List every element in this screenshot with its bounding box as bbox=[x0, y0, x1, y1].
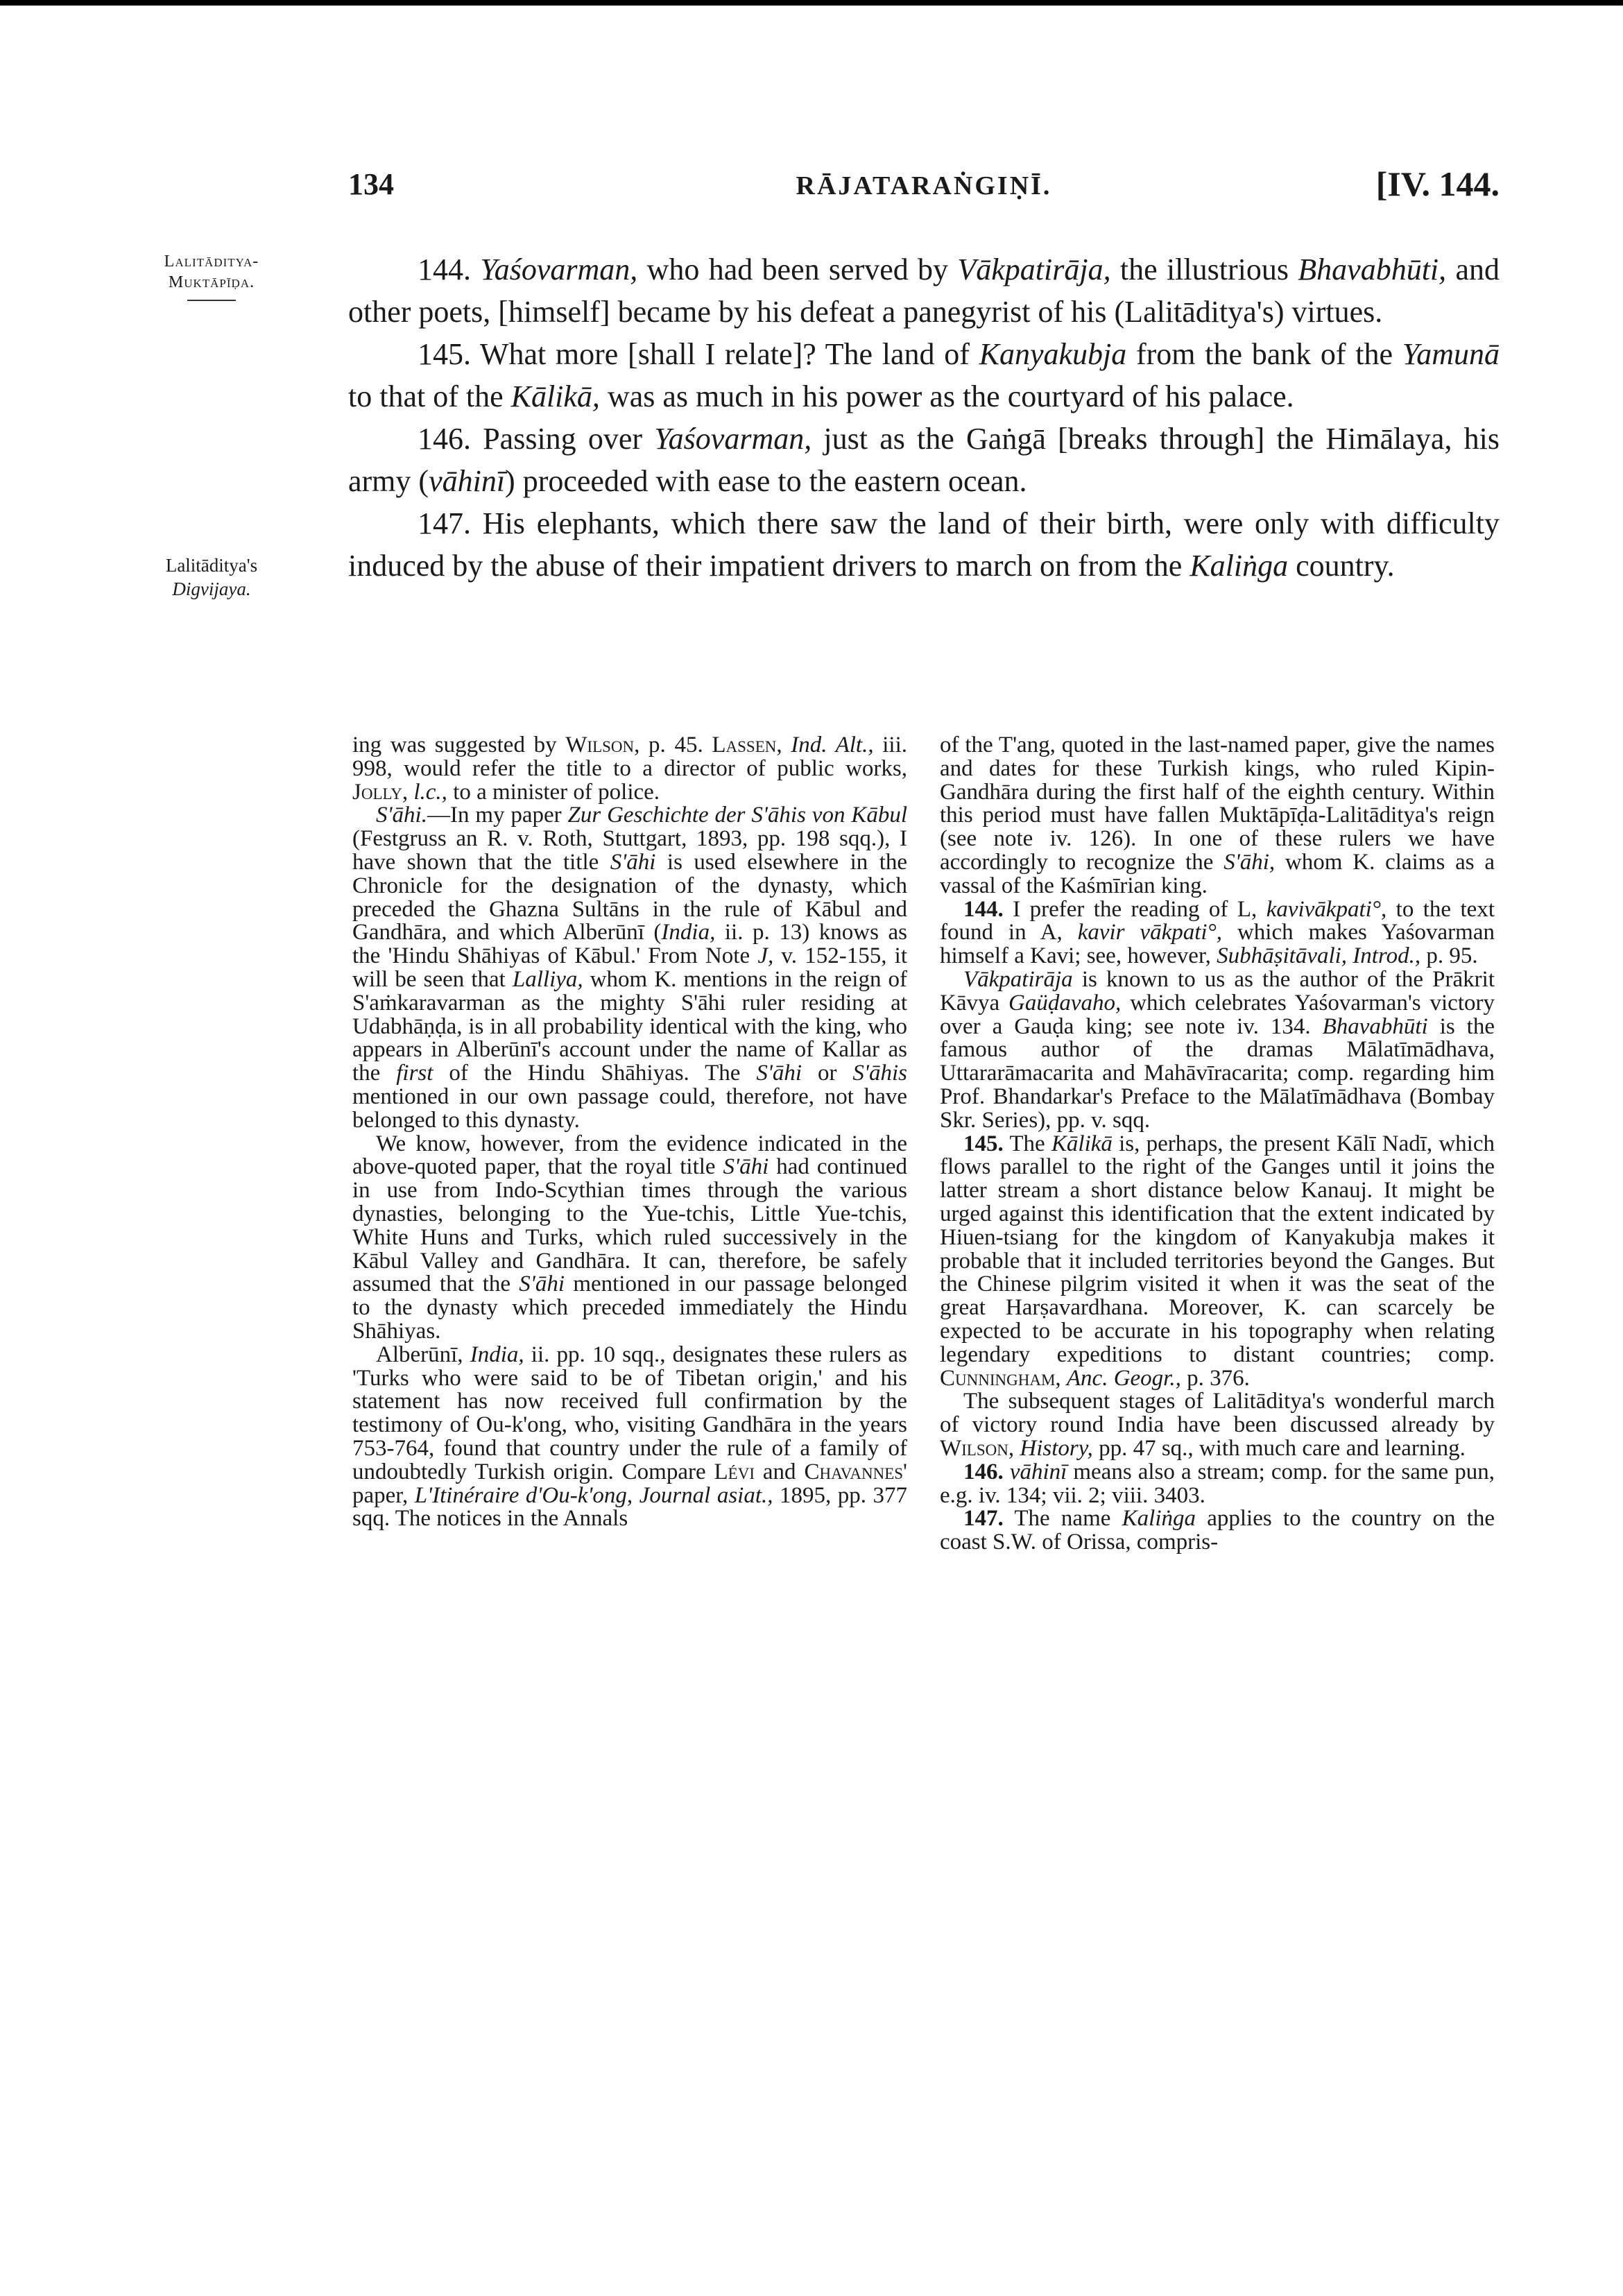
footnote-paragraph bbox=[352, 734, 907, 804]
text-run: S'āhi bbox=[756, 1061, 802, 1086]
verse-145 bbox=[348, 333, 1500, 418]
margin-note-digvijaya bbox=[125, 554, 298, 601]
text-run: S'āhi, bbox=[1223, 849, 1276, 875]
footnotes-column-right bbox=[940, 734, 1495, 1554]
text-run: Anc. Geogr., bbox=[1066, 1365, 1181, 1391]
text-run: was as much in his power as the courtyard of his palace. bbox=[599, 379, 1294, 413]
text-run: ii. p. 13) knows as the 'Hindu Shāhiyas of Kābul.' From Note bbox=[352, 920, 907, 969]
text-run: History, bbox=[1020, 1435, 1093, 1461]
text-run: is used elsewhere in the Chronicle for the designation of the dynasty, which preceded the Ghazna Sultāns in the rule of Kābul and Gandhāra, and which Alberūnī ( bbox=[352, 849, 908, 945]
text-run: ii. pp. 10 sqq., designates these rulers as 'Turks who were said to be of Tibetan origin,' and his statement has now received full confirmation by the testimony of Ou-k'ong, who, visiting Gandhāra in the years 753-764, found that country under the rule of a family of undoubtedly Turkish origin. Compare bbox=[352, 1342, 907, 1484]
text-run: whom K. mentions in the reign of S'aṁkaravarman as the mighty S'āhi ruler residing at Udabhāṇḍa, is in all probability identical with the king, who appears in Alberūnī's account under the name of Kallar as the bbox=[352, 966, 907, 1086]
margin-note-lalitaditya bbox=[125, 251, 298, 301]
text-run: and bbox=[755, 1459, 805, 1484]
margin-divider bbox=[187, 300, 236, 301]
text-run: Kaliṅga bbox=[1190, 549, 1289, 583]
text-run: from the bank of the bbox=[1126, 337, 1402, 371]
text-run: Vākpatirāja bbox=[963, 966, 1073, 992]
verse-number: 145. bbox=[418, 337, 471, 371]
text-run: and other poets, [himself] became by his defeat a panegyrist of his (Lalitāditya's) virtues. bbox=[348, 252, 1500, 329]
verse-147 bbox=[348, 502, 1500, 587]
text-run: first bbox=[396, 1061, 433, 1086]
page-header bbox=[348, 166, 1500, 222]
text-run: The name bbox=[1003, 1506, 1122, 1532]
text-run: What more [shall I relate]? The land of bbox=[471, 337, 979, 371]
text-run: or bbox=[802, 1061, 853, 1086]
text-run: who had been served by bbox=[637, 252, 958, 286]
footnote-paragraph bbox=[352, 804, 907, 1132]
text-run: India, bbox=[661, 920, 716, 945]
verse-number: 146. bbox=[418, 422, 471, 456]
text-run: Vākpatirāja, bbox=[957, 252, 1111, 286]
section-reference: [IV. 144. bbox=[1375, 164, 1500, 203]
text-run: His elephants, which there saw the land of their birth, were only with difficulty induced by the abuse of their impatient drivers to march on from the bbox=[348, 506, 1500, 583]
text-run: iii. 998, would refer the title to a director of public works, bbox=[352, 733, 907, 781]
text-run: Lévi bbox=[714, 1459, 755, 1484]
text-run: Gaüḍavaho, bbox=[1008, 990, 1122, 1016]
text-run: Subhāṣitāvali, Introd., bbox=[1217, 943, 1421, 969]
text-run: Kālikā, bbox=[510, 379, 600, 413]
text-run: Lalliya, bbox=[512, 966, 583, 992]
footnote-paragraph bbox=[352, 1133, 907, 1344]
text-run: , p. 45. bbox=[634, 733, 712, 757]
text-run: Yaśovarman, bbox=[480, 252, 638, 286]
text-run: Lassen bbox=[712, 733, 777, 757]
text-run: Kanyakubja bbox=[979, 337, 1127, 371]
text-run: , bbox=[776, 733, 791, 757]
text-run: 1895, pp. 377 sqq. The notices in the Annals bbox=[352, 1482, 907, 1532]
text-run: Cunningham bbox=[940, 1365, 1056, 1391]
text-run: Kaliṅga bbox=[1122, 1506, 1196, 1532]
footnotes-column-left bbox=[352, 734, 907, 1531]
text-run: Kālikā bbox=[1051, 1131, 1113, 1156]
text-run: applies to the country on the coast S.W. of Orissa, compris- bbox=[940, 1506, 1495, 1555]
text-run: L'Itinéraire d'Ou-k'ong, Journal asiat., bbox=[414, 1482, 773, 1508]
text-run: , bbox=[402, 779, 414, 805]
text-run: p. 95. bbox=[1420, 943, 1478, 969]
text-run: , bbox=[1008, 1435, 1020, 1461]
text-run: 145. bbox=[963, 1131, 1004, 1156]
text-run bbox=[1004, 1459, 1010, 1484]
text-run: 146. bbox=[963, 1459, 1004, 1484]
text-run: v. 152-155, it will be seen that bbox=[352, 943, 907, 992]
text-run: S'āhis bbox=[852, 1061, 907, 1086]
text-run: to a minister of police. bbox=[447, 779, 660, 805]
text-run: S'āhi bbox=[610, 849, 656, 875]
footnote-paragraph bbox=[940, 1133, 1495, 1391]
text-run: (Festgruss an R. v. Roth, Stuttgart, 1893, pp. 198 sqq.), I have shown that the title bbox=[352, 826, 907, 875]
text-run: the illustrious bbox=[1110, 252, 1298, 286]
text-run: I prefer the reading of L, bbox=[1003, 896, 1266, 922]
verse-number: 147. bbox=[418, 506, 471, 540]
text-run: mentioned in our passage belonged to the dynasty which preceded immediately the Hindu Shāhiyas. bbox=[352, 1271, 907, 1344]
text-run: l.c., bbox=[413, 779, 447, 805]
text-run: vāhinī bbox=[429, 464, 506, 498]
text-run: whom K. claims as a vassal of the Kaśmīrian king. bbox=[940, 849, 1495, 898]
margin-note-line2: Digvijaya. bbox=[172, 579, 251, 599]
verse-146 bbox=[348, 418, 1500, 502]
text-run: pp. 47 sq., with much care and learning. bbox=[1092, 1435, 1466, 1461]
text-run: means also a stream; comp. for the same pun, e.g. iv. 134; vii. 2; viii. 3403. bbox=[940, 1459, 1495, 1508]
text-run: of the Hindu Shāhiyas. The bbox=[433, 1061, 757, 1086]
top-border bbox=[0, 0, 1623, 6]
text-run: Bhavabhūti, bbox=[1298, 252, 1447, 286]
text-run: Chavannes bbox=[804, 1459, 904, 1484]
text-run: which celebrates Yaśovarman's victory over a Gauḍa king; see note iv. 134. bbox=[940, 990, 1495, 1039]
text-run: Zur Geschichte der S'āhis von Kābul bbox=[567, 803, 907, 828]
text-run: S'āhi bbox=[519, 1271, 565, 1297]
footnote-paragraph bbox=[940, 1390, 1495, 1460]
text-run: to the text found in A, bbox=[940, 896, 1495, 945]
text-run: —In my paper bbox=[427, 803, 568, 828]
verse-144 bbox=[348, 248, 1500, 333]
text-run: Jolly bbox=[352, 779, 402, 805]
margin-note-title: Lalitāditya-Muktāpīḍa. bbox=[164, 252, 259, 291]
text-run: kavivākpati°, bbox=[1266, 896, 1387, 922]
text-run: Alberūnī, bbox=[376, 1342, 470, 1367]
text-run: kavir vākpati°, bbox=[1077, 920, 1223, 945]
text-run: of the T'ang, quoted in the last-named paper, give the names and dates for these Turkish kings, who ruled Kipin-Gandhāra during the first half of the eighth century. Within this period must have fallen Muktāpīḍa-Lalitāditya's reign (see note iv. 126). In one of these rulers we have accordingly to recognize the bbox=[940, 733, 1495, 875]
text-run: mentioned in our own passage could, therefore, not have belonged to this dynasty. bbox=[352, 1083, 907, 1133]
text-run: is the famous author of the dramas Mālatīmādhava, Uttararāmacarita and Mahāvīracarita; comp. regarding him Prof. Bhandarkar's Preface to the Mālatīmādhava (Bombay Skr. Series), pp. v. sqq. bbox=[940, 1013, 1495, 1133]
running-title: RĀJATARAṄGIṆĪ. bbox=[796, 171, 1052, 200]
footnote-paragraph bbox=[940, 1461, 1495, 1508]
text-run: , bbox=[1055, 1365, 1067, 1391]
text-run: ) proceeded with ease to the eastern ocean. bbox=[505, 464, 1027, 498]
text-run: Yamunā bbox=[1402, 337, 1500, 371]
footnote-paragraph bbox=[352, 1344, 907, 1531]
text-run: The bbox=[1003, 1131, 1051, 1156]
text-run bbox=[471, 252, 480, 286]
text-run: had continued in use from Indo-Scythian times through the various dynasties, belonging to the Yue-tchis, Little Yue-tchis, White Huns and Turks, which ruled successively in the Kābul Valley and Gandhāra. It can, therefore, be safely assumed that the bbox=[352, 1154, 907, 1297]
text-run: India, bbox=[470, 1342, 524, 1367]
text-run: The subsequent stages of Lalitāditya's wonderful march of victory round India have been discussed already by bbox=[940, 1389, 1495, 1438]
text-run: Yaśovarman, bbox=[654, 422, 812, 456]
verse-number: 144. bbox=[418, 252, 471, 286]
text-run: Wilson bbox=[565, 733, 635, 757]
text-run: Passing over bbox=[471, 422, 655, 456]
footnote-paragraph bbox=[940, 968, 1495, 1133]
text-run: Bhavabhūti bbox=[1322, 1013, 1428, 1039]
text-run: is known to us as the author of the Prākrit Kāvya bbox=[940, 966, 1495, 1016]
text-run: p. 376. bbox=[1180, 1365, 1250, 1391]
margin-note-line1: Lalitāditya's bbox=[165, 555, 258, 576]
footnote-paragraph bbox=[940, 734, 1495, 898]
footnote-paragraph bbox=[940, 1507, 1495, 1554]
text-run: to that of the bbox=[348, 379, 511, 413]
text-run: vāhinī bbox=[1009, 1459, 1067, 1484]
footnote-paragraph bbox=[940, 898, 1495, 968]
text-run: We know, however, from the evidence indicated in the above-quoted paper, that the royal title bbox=[352, 1131, 907, 1180]
text-run: which makes Yaśovarman himself a Kavi; see, however, bbox=[940, 920, 1495, 969]
text-run: S'āhi bbox=[723, 1154, 769, 1180]
text-run: Ind. Alt., bbox=[791, 733, 874, 757]
text-run: ' paper, bbox=[352, 1459, 907, 1508]
text-run: just as the Gaṅgā [breaks through] the Himālaya, his army ( bbox=[348, 422, 1500, 498]
page-number: 134 bbox=[348, 167, 394, 201]
text-run: ing was suggested by bbox=[352, 733, 566, 757]
text-run: 144. bbox=[963, 896, 1004, 922]
text-run: country. bbox=[1288, 549, 1395, 583]
main-text bbox=[348, 248, 1500, 587]
text-run: J, bbox=[757, 943, 774, 969]
text-run: is, perhaps, the present Kālī Nadī, which flows parallel to the right of the Ganges until it joins the latter stream a short distance below Kanauj. It might be urged against this identification that the extent indicated by Hiuen-tsiang for the kingdom of Kanyakubja makes it probable that it included territories beyond the Ganges. But the Chinese pilgrim visited it when it was the seat of the great Harṣavardhana. Moreover, K. can scarcely be expected to be accurate in his topography when relating legendary expeditions to distant countries; comp. bbox=[940, 1131, 1495, 1367]
text-run: Wilson bbox=[940, 1435, 1008, 1461]
text-run: 147. bbox=[963, 1506, 1004, 1532]
text-run: S'āhi. bbox=[376, 803, 427, 828]
